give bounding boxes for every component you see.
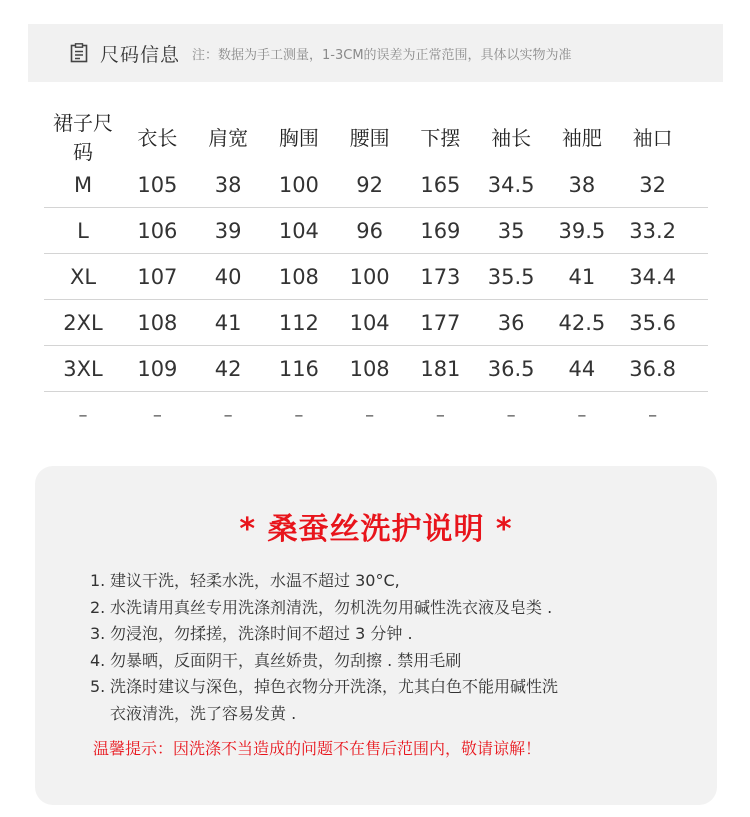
table-row	[44, 208, 708, 254]
column-header: 肩宽	[208, 125, 249, 150]
table-row	[44, 162, 708, 208]
table-cell: 38	[214, 172, 242, 197]
table-cell: 34.4	[629, 264, 676, 289]
table-cell: –	[152, 404, 162, 426]
table-cell: 165	[420, 172, 461, 197]
table-cell: 108	[278, 264, 319, 289]
table-cell: M	[73, 172, 93, 197]
table-cell: –	[648, 404, 658, 426]
column-header: 裙子尺码	[53, 111, 113, 164]
item-text: 洗涤时建议与深色，掉色衣物分开洗涤，尤其白色不能用碱性洗	[110, 677, 559, 696]
list-item	[90, 674, 690, 727]
table-row	[44, 300, 708, 346]
table-cell: 36.5	[487, 356, 535, 381]
table-cell: 40	[214, 264, 242, 289]
item-number: 5.	[90, 677, 106, 696]
header-note: 注：数据为手工测量，1-3CM的误差为正常范围，具体以实物为准	[192, 47, 572, 63]
table-cell: –	[294, 404, 304, 426]
table-cell: 169	[420, 218, 461, 243]
column-header: 袖口	[632, 125, 673, 150]
list-item	[90, 648, 690, 675]
table-cell: 108	[137, 310, 178, 335]
column-header: 下摆	[420, 125, 461, 150]
table-cell: 38	[568, 172, 596, 197]
table-cell: 41	[568, 264, 596, 289]
table-cell: 3XL	[63, 356, 103, 381]
table-cell: 106	[137, 218, 178, 243]
table-cell: 109	[137, 356, 178, 381]
table-cell: 100	[278, 172, 319, 197]
table-row	[44, 346, 708, 392]
list-item	[90, 621, 690, 648]
table-cell: 33.2	[629, 218, 676, 243]
table-cell: 35.5	[487, 264, 535, 289]
list-item	[90, 568, 690, 595]
table-cell: XL	[69, 264, 97, 289]
clipboard-icon	[70, 43, 88, 63]
table-cell: 108	[349, 356, 390, 381]
table-cell: 42	[214, 356, 242, 381]
table-cell: 36	[497, 310, 525, 335]
item-text: 勿暴晒，反面阴干，真丝娇贵，勿刮擦 . 禁用毛刷	[110, 650, 462, 670]
care-list	[90, 568, 690, 727]
table-cell: 42.5	[558, 310, 606, 335]
column-header: 腰围	[349, 125, 390, 150]
table-cell: 107	[137, 264, 178, 289]
table-cell: –	[223, 404, 233, 426]
item-number: 1.	[90, 571, 106, 590]
item-number: 2.	[90, 597, 106, 617]
column-header: 袖肥	[561, 125, 602, 150]
care-title: * 桑蚕丝洗护说明 *	[239, 512, 513, 547]
table-cell: 104	[278, 218, 319, 243]
table-cell: 181	[420, 356, 461, 381]
table-cell: 36.8	[629, 356, 676, 381]
table-cell: 92	[356, 172, 383, 197]
table-cell: 177	[420, 310, 461, 335]
table-cell: 35	[497, 218, 525, 243]
table-cell: 39.5	[558, 218, 606, 243]
table-cell: –	[78, 404, 88, 426]
item-number: 3.	[90, 624, 106, 643]
item-text: 建议干洗，轻柔水洗，水温不超过 30°C,	[110, 571, 400, 590]
table-cell: –	[506, 404, 516, 426]
item-number: 4.	[90, 650, 106, 670]
care-instructions-panel	[35, 466, 717, 805]
list-item	[90, 595, 690, 622]
table-row	[44, 254, 708, 300]
size-info-header	[28, 24, 723, 82]
table-cell: –	[435, 404, 445, 426]
table-cell: 39	[214, 218, 242, 243]
item-text: 水洗请用真丝专用洗涤剂清洗，勿机洗勿用碱性洗衣液及皂类 .	[110, 597, 553, 617]
table-cell: 32	[639, 172, 666, 197]
column-header: 衣长	[137, 125, 178, 150]
table-cell: L	[77, 218, 89, 243]
item-text: 勿浸泡，勿揉搓，洗涤时间不超过 3 分钟 .	[110, 624, 413, 643]
table-cell: –	[365, 404, 375, 426]
size-table	[44, 110, 708, 438]
table-cell: 44	[568, 356, 596, 381]
table-cell: 116	[278, 356, 319, 381]
table-cell: 35.6	[629, 310, 676, 335]
table-cell: 34.5	[487, 172, 535, 197]
item-text-continuation: 衣液清洗，洗了容易发黄 .	[110, 703, 297, 723]
table-cell: 112	[278, 310, 319, 335]
table-cell: 2XL	[63, 310, 103, 335]
table-cell: 173	[420, 264, 461, 289]
column-header: 袖长	[491, 125, 532, 150]
table-row	[44, 392, 708, 438]
table-cell: 100	[349, 264, 390, 289]
table-header-row	[44, 110, 708, 162]
header-title: 尺码信息	[100, 43, 181, 66]
table-cell: –	[577, 404, 587, 426]
warm-tip: 温馨提示：因洗涤不当造成的问题不在售后范围内，敬请谅解！	[93, 739, 542, 758]
table-cell: 96	[356, 218, 383, 243]
table-cell: 105	[137, 172, 178, 197]
table-cell: 104	[349, 310, 390, 335]
table-cell: 41	[214, 310, 242, 335]
column-header: 胸围	[278, 125, 319, 150]
